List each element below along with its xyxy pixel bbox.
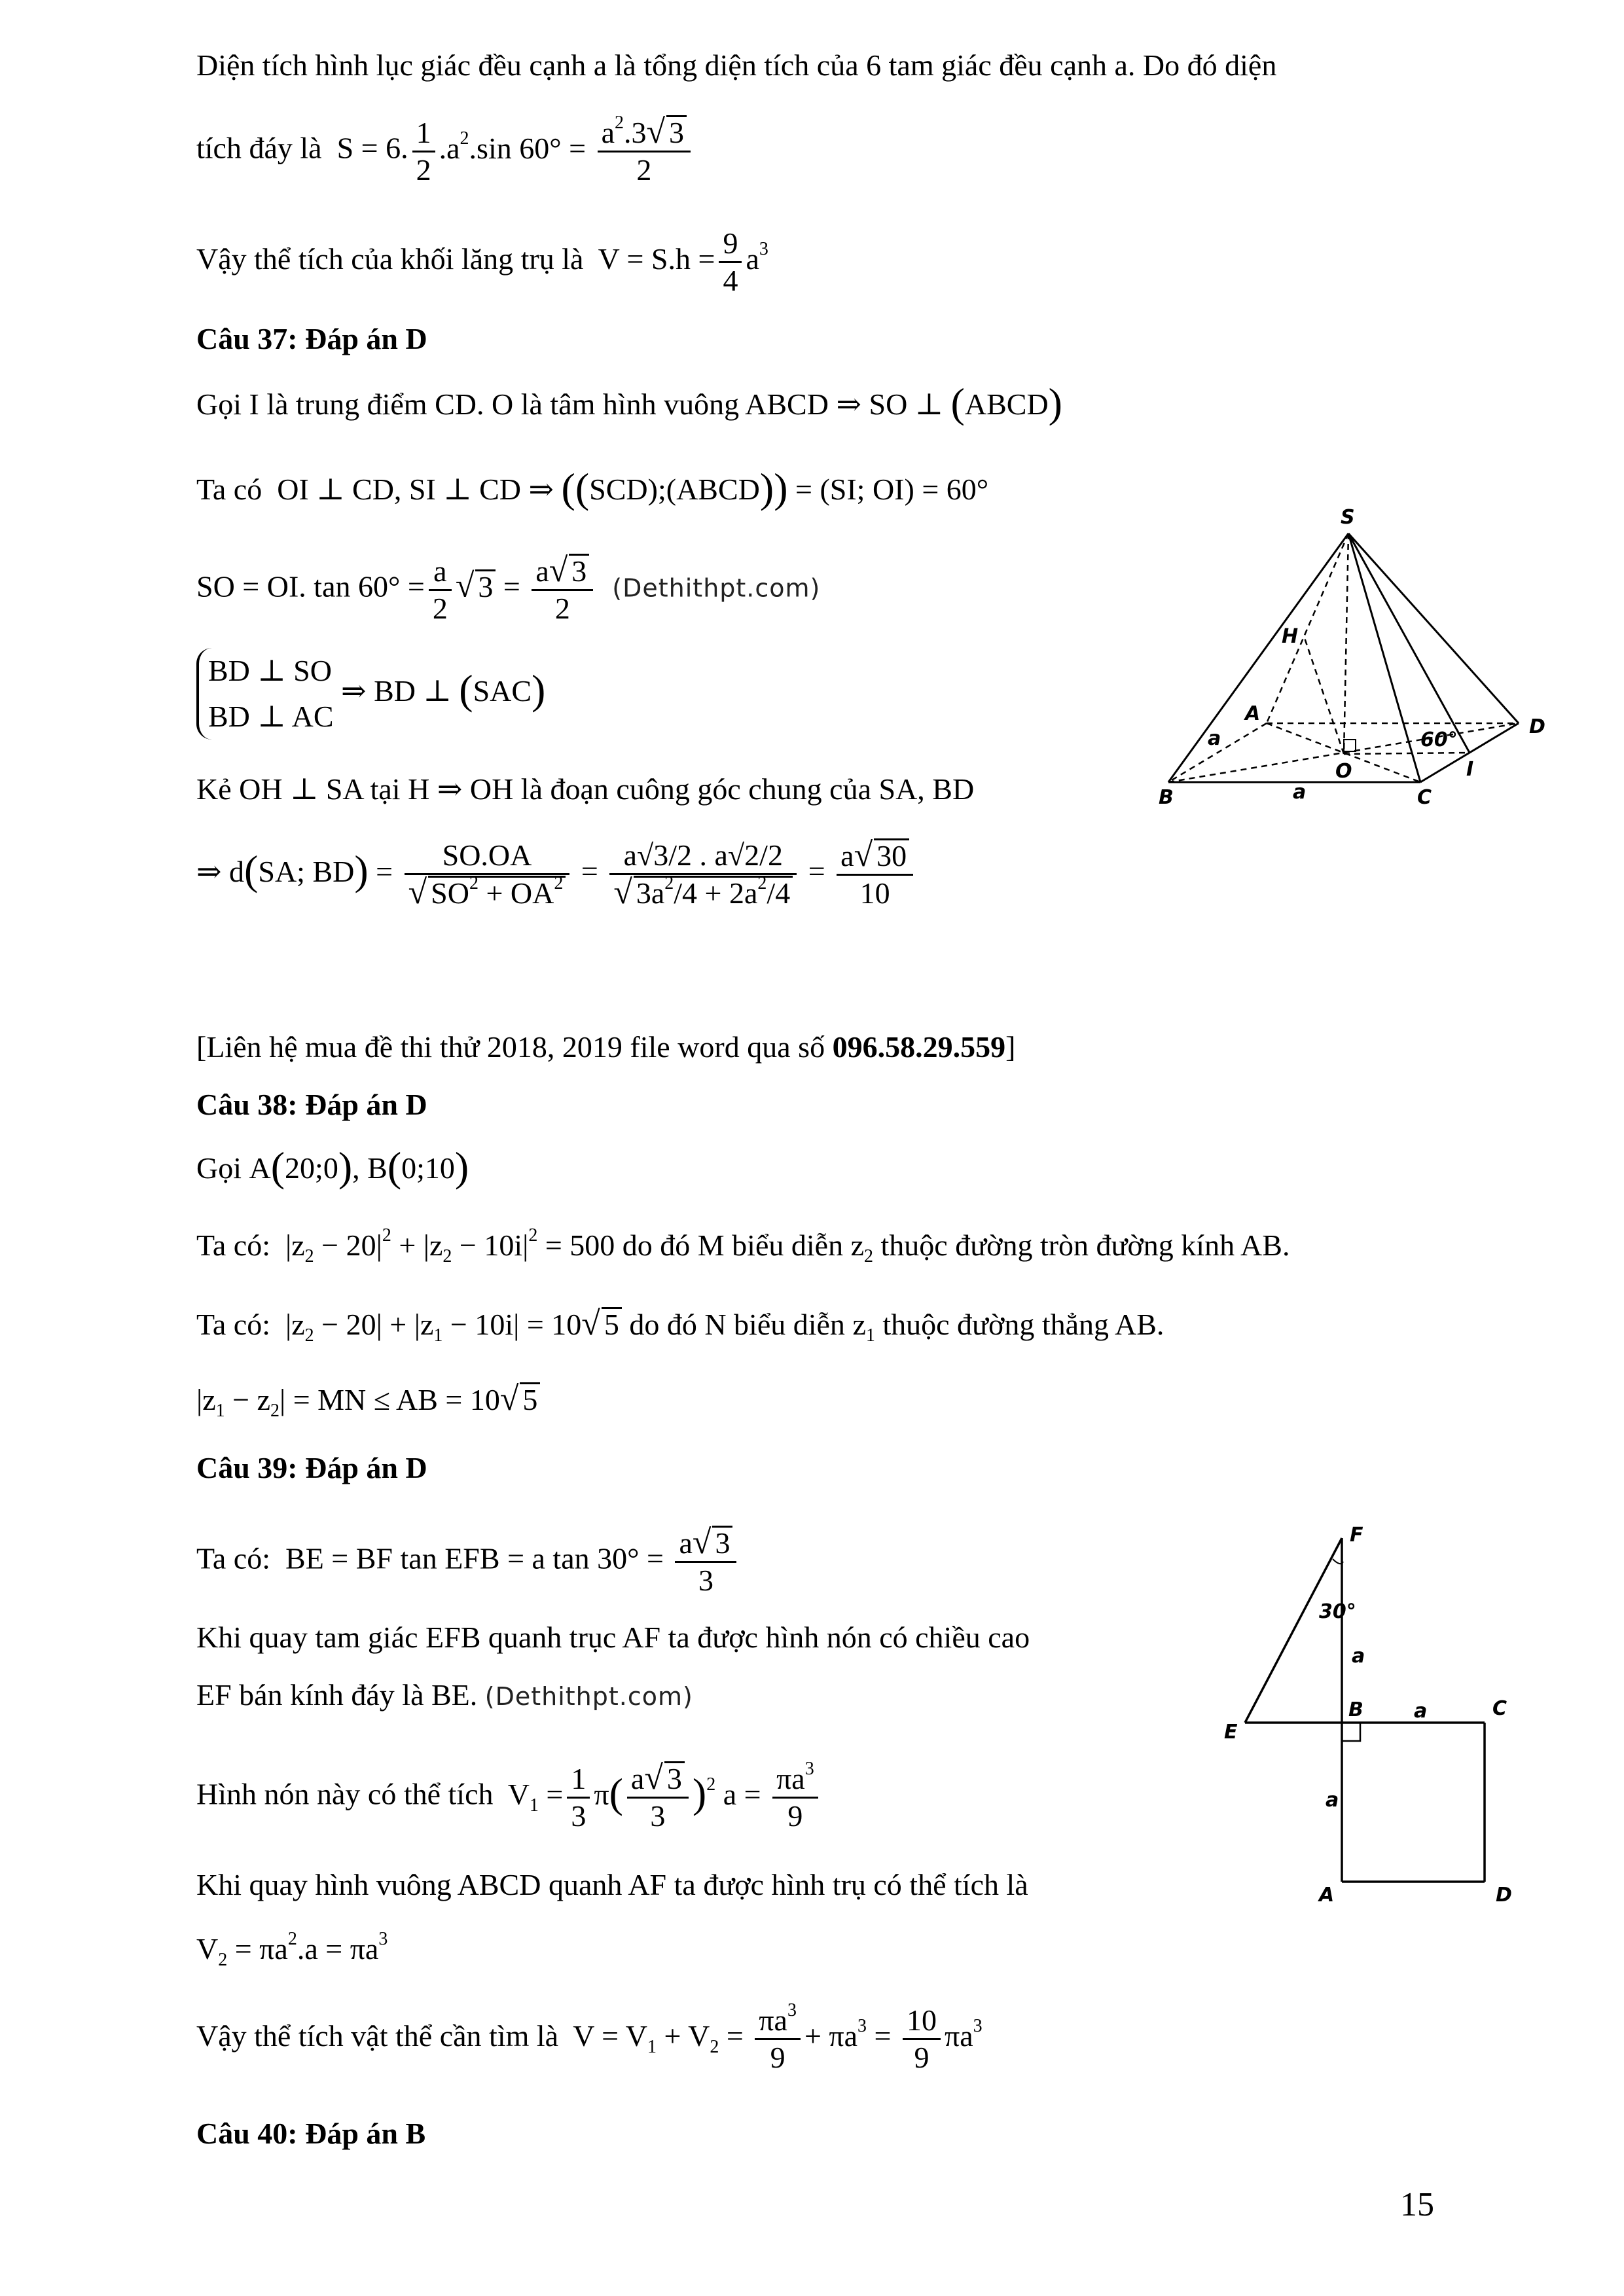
label-side-a: a <box>1326 1789 1339 1812</box>
text-line: Kẻ OH ⊥ SA tại H ⇒ OH là đoạn cuông góc chung của SA, BD <box>196 772 975 806</box>
label-E: E <box>1224 1721 1238 1744</box>
formula-line: Hình nón này có thể tích $V_1$ = $\frac{1}{3}$ π( $\frac{a√ 3}{3}$ )$^2$ a = $\frac{\pi a^3}{9}$ <box>196 1761 822 1834</box>
label-side-a: a <box>1293 781 1307 804</box>
label-angle: 60° <box>1420 728 1458 751</box>
text-line: EF bán kính đáy là BE. (Dethithpt.com) <box>196 1678 693 1712</box>
label-D: D <box>1529 715 1545 738</box>
formula-line: Gọi A(20;0), B(0;10) <box>196 1143 469 1190</box>
watermark: (Dethithpt.com) <box>612 573 821 603</box>
height-SO <box>1344 533 1348 754</box>
segment-FE <box>1245 1538 1342 1723</box>
label-S: S <box>1341 506 1355 529</box>
question-heading: Câu 38: Đáp án D <box>196 1088 427 1121</box>
text-line: Khi quay hình vuông ABCD quanh AF ta được hình trụ có thể tích là <box>196 1868 1028 1901</box>
edge-SC <box>1348 533 1420 782</box>
formula-line: Ta có: $|z_2 - 20|^2 + |z_2 - 10i|^2 = 500$ do đó M biểu diễn $z_2$ thuộc đường tròn đường kính AB. <box>196 1225 1290 1266</box>
question-heading: Câu 40: Đáp án B <box>196 2117 426 2150</box>
formula-line: Ta có OI ⊥ CD, SI ⊥ CD ⇒ ((SCD);(ABCD)) = (SI; OI) = 60° <box>196 465 989 511</box>
label-side-a: a <box>1352 1645 1365 1668</box>
label-A: A <box>1245 702 1261 725</box>
question-heading: Câu 39: Đáp án D <box>196 1451 427 1484</box>
formula-line: SO = OI. tan 60° = $\frac{a}{2}$ √ 3 = $\frac{a√ 3}{2}$ (Dethithpt.com) <box>196 552 821 625</box>
formula-line: ⇒ d(SA; BD) = $\frac{SO.OA}{√ SO^2 + OA^2}$ = $\frac{a√3/2 . a√2/2}{√ 3a^2/4 + 2a^2/4}$ = $\frac{a√ 30}{10}$ <box>196 838 917 911</box>
label-O: O <box>1335 760 1352 783</box>
question-heading: Câu 37: Đáp án D <box>196 322 427 355</box>
edge-SB <box>1168 533 1348 782</box>
formula-line: Vậy thể tích của khối lăng trụ là V = S.h = $\frac{9}{4}$ $a^3$ <box>196 226 768 297</box>
label-B: B <box>1348 1698 1363 1721</box>
label-C: C <box>1417 786 1432 809</box>
label-B: B <box>1159 786 1174 809</box>
formula-line: $|z_1 - z_2|$ = MN ≤ AB = 10√ 5 <box>196 1381 540 1418</box>
formula-line: Vậy thể tích vật thể cần tìm là $V = V_1 + V_2$ = $\frac{\pi a^3}{9}$ + $\pi a^3$ = $\frac{10}{9}$ $\pi a^3$ <box>196 2000 983 2074</box>
label-side-a: a <box>1414 1700 1428 1723</box>
label-side-a: a <box>1208 727 1221 750</box>
label-F: F <box>1350 1524 1363 1547</box>
formula-line: tích đáy là S = 6. $\frac{1}{2}$ $.a^2.\sin$ 60° = $\frac{a^2.3√ 3}{2}$ <box>196 115 695 188</box>
label-I: I <box>1466 758 1474 781</box>
label-C: C <box>1492 1697 1507 1720</box>
formula-line: BD ⊥ SO BD ⊥ AC ⇒ BD ⊥ (SAC) <box>196 648 545 740</box>
watermark: (Dethithpt.com) <box>484 1682 693 1711</box>
formula-line: Ta có: BE = BF tan EFB = a tan 30° = $\frac{a√ 3}{3}$ <box>196 1525 740 1598</box>
edge-SI <box>1348 533 1470 753</box>
edge-SD <box>1348 533 1519 723</box>
label-A: A <box>1319 1884 1335 1907</box>
label-D: D <box>1496 1884 1512 1907</box>
text-line: Gọi I là trung điểm CD. O là tâm hình vuông ABCD ⇒ SO ⊥ (ABCD) <box>196 380 1062 426</box>
formula-line: $V_2 = \pi a^2.a = \pi a^3$ <box>196 1929 388 1970</box>
text-line: Diện tích hình lục giác đều cạnh a là tổng diện tích của 6 tam giác đều cạnh a. Do đó diện <box>196 48 1277 82</box>
page-number: 15 <box>1400 2186 1434 2223</box>
label-H: H <box>1282 625 1299 648</box>
segment-OI <box>1344 753 1470 754</box>
text-line: Khi quay tam giác EFB quanh trục AF ta được hình nón có chiều cao <box>196 1621 1030 1654</box>
pyramid-figure <box>1139 497 1584 812</box>
segment-OH <box>1304 636 1344 754</box>
formula-line: Ta có: $|z_2 - 20| + |z_1 - 10i| = 10√$ 5 do đó N biểu diễn $z_1$ thuộc đường thẳng AB. <box>196 1305 1164 1346</box>
text-line: [Liên hệ mua đề thi thử 2018, 2019 file word qua số 096.58.29.559] <box>196 1030 1016 1064</box>
label-angle: 30° <box>1319 1600 1356 1623</box>
square-triangle-figure <box>1204 1518 1532 1924</box>
